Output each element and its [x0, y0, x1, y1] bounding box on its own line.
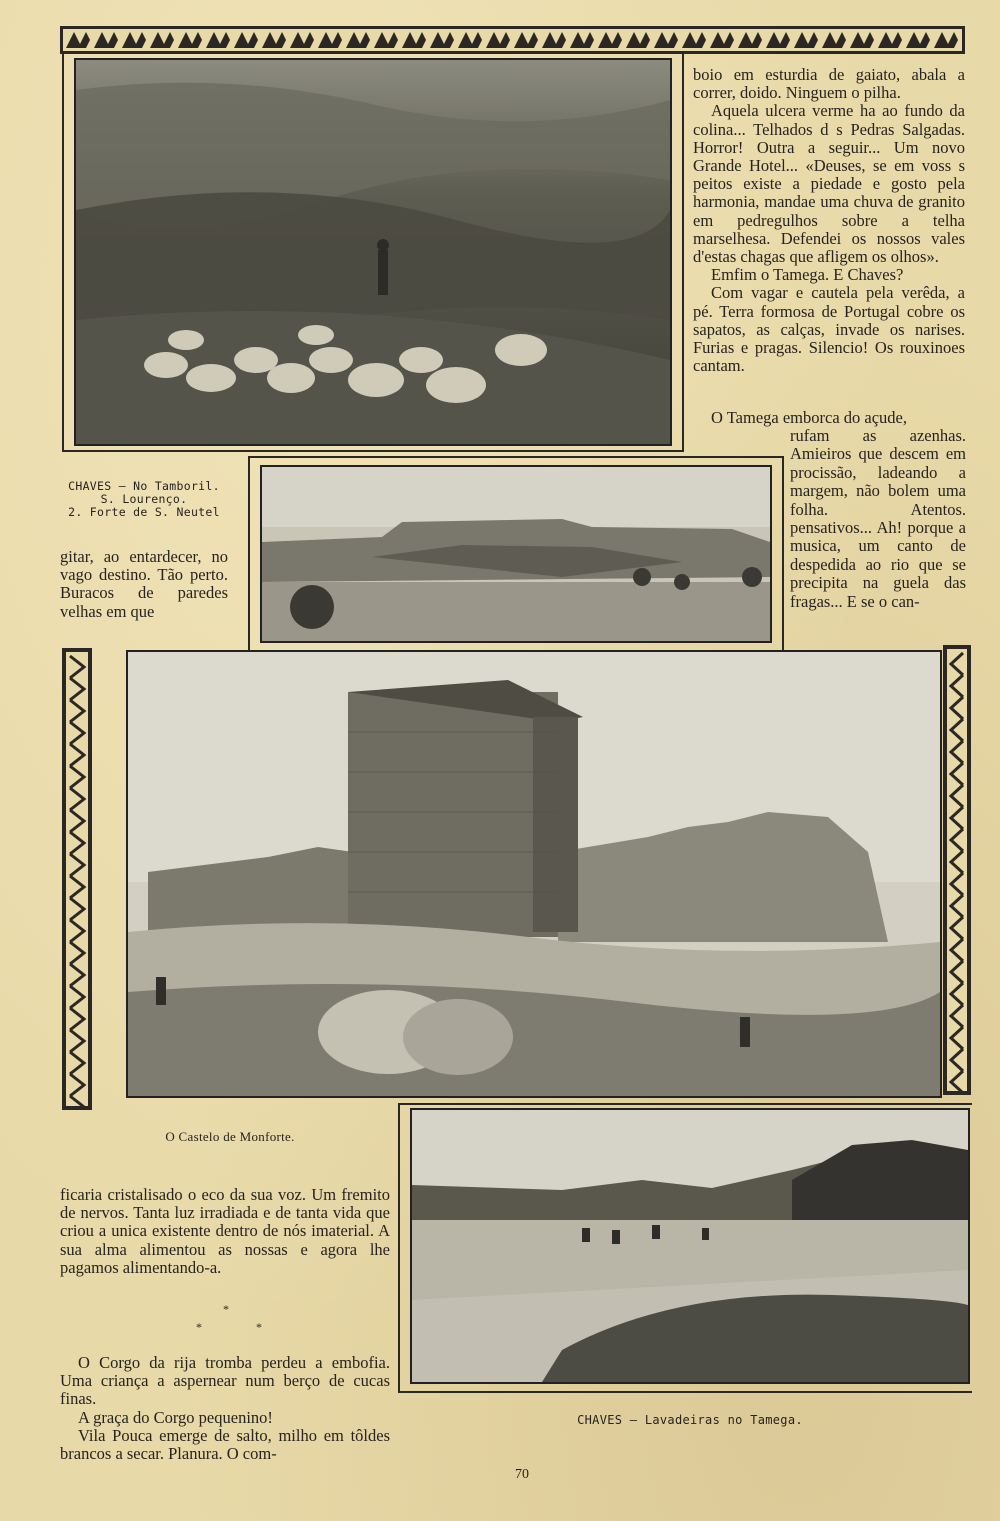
- right-decorative-border: [943, 645, 971, 1095]
- section-break-star: *: [223, 1302, 229, 1316]
- left-decorative-border: [62, 648, 92, 1110]
- paragraph: Emfim o Tamega. E Chaves?: [711, 265, 904, 285]
- tamega-continued: [790, 427, 966, 611]
- paragraph: boio em esturdia de gaiato, abala a correr, doido. Ninguem o pilha.: [693, 65, 965, 103]
- paragraph-lead: O Tamega emborca do açude,: [711, 408, 907, 427]
- column-top-right: [693, 66, 965, 375]
- section-break-star: *: [256, 1320, 262, 1334]
- castle-photo: [126, 650, 942, 1098]
- column-left-mid: [60, 548, 228, 621]
- river-photo: [410, 1108, 970, 1384]
- section-break-star: *: [196, 1320, 202, 1334]
- hillside-sheep-photo: [74, 58, 672, 446]
- caption-lavadeiras: CHAVES — Lavadeiras no Tamega.: [577, 1413, 803, 1427]
- paragraph: Vila Pouca emerge de salto, milho em tôldes brancos a secar. Planura. O com-: [60, 1425, 390, 1464]
- top-decorative-border: [60, 26, 965, 54]
- caption-chaves-tamboril: [54, 480, 234, 519]
- paragraph: O Corgo da rija tromba perdeu a embofia. Uma criança a aspernear num berço de cucas finas.: [60, 1353, 390, 1409]
- paragraph: Aquela ulcera verme ha ao fundo da colina... Telhados d s Pedras Salgadas. Horror! Outra a seguir... Um novo Grande Hotel... «Deuses, se em voss s peitos existe a piedade e gosto pela harmonia, mandae uma chuva de granito em pedregulhos sobre a telha marselhesa. Defendei os nossos vales d'estas chagas que afligem os olhos».: [693, 101, 965, 267]
- caption-castelo-monforte: O Castelo de Monforte.: [165, 1129, 295, 1144]
- column-corgo: [60, 1354, 390, 1463]
- page-number: 70: [515, 1467, 529, 1482]
- paragraph: gitar, ao entardecer, no vago destino. Tão perto. Buracos de paredes velhas em que: [60, 547, 228, 621]
- paragraph: rufam as azenhas. Amieiros que descem em procissão, ladeando a margem, não bolem uma folha. Atentos. pensativos... Ah! porque a musica, um canto de despedida ao rio que se precipita na guela das fragas... E se o can-: [790, 426, 966, 611]
- tamega-lead-line: [693, 409, 968, 427]
- fort-photo: [260, 465, 772, 643]
- paragraph: Com vagar e cautela pela verêda, a pé. Terra formosa de Portugal cobre os sapatos, as calças, invade os narises. Furias e pragas. Silencio! Os rouxinoes cantam.: [693, 283, 965, 376]
- paragraph: ficaria cristalisado o eco da sua voz. Um fremito de nervos. Tanta luz irradiada e de tanta vida que criou a unica existente dentro de nós imaterial. A sua alma alimentou as nossas e agora lhe pagamos alimentando-a.: [60, 1185, 390, 1277]
- caption-line: 2. Forte de S. Neutel: [68, 505, 220, 519]
- paragraph: A graça do Corgo pequenino!: [78, 1407, 273, 1427]
- caption-line: CHAVES — No Tamboril.: [68, 479, 220, 493]
- column-left-bottom: [60, 1186, 390, 1277]
- caption-line: S. Lourenço.: [100, 492, 188, 506]
